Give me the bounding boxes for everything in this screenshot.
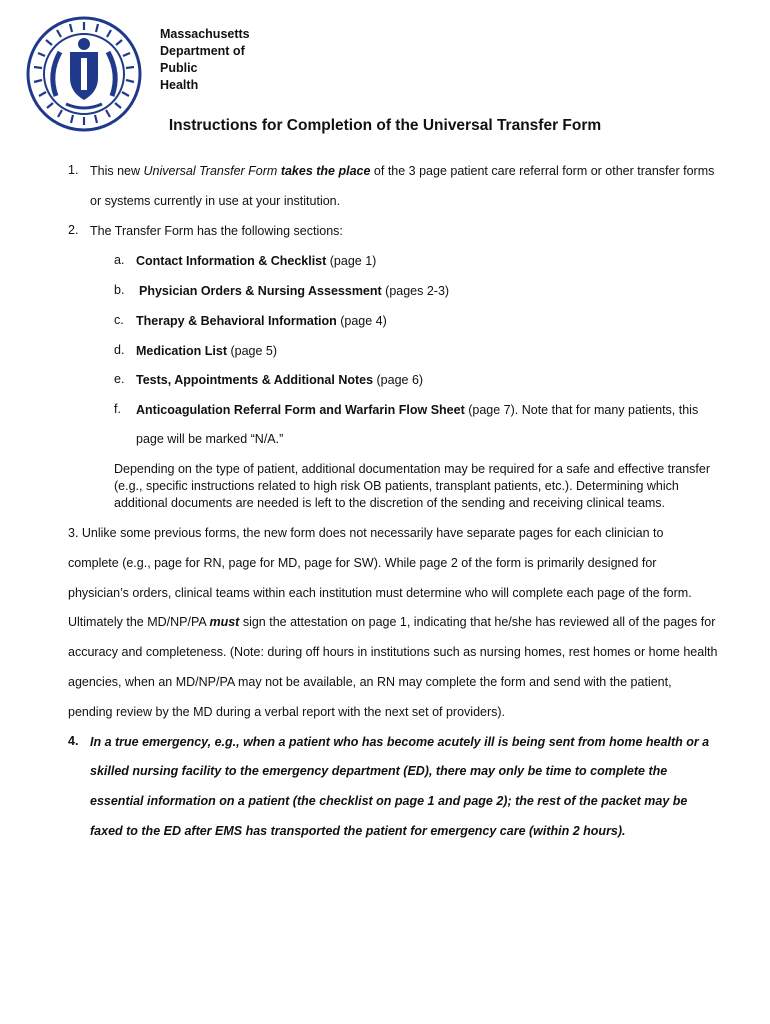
page-title: Instructions for Completion of the Universal Transfer Form (168, 117, 602, 134)
text-run: This new (90, 164, 144, 178)
item4-line: In a true emergency, e.g., when a patient who has become acutely ill is being sent from home health or a (90, 735, 710, 749)
section-pages: (page 4) (336, 314, 387, 328)
item3-line: 3. Unlike some previous forms, the new form does not necessarily have separate pages for each clinician to (68, 526, 664, 540)
note-line: (e.g., specific instructions related to high risk OB patients, transplant patients, etc.). Determining which (114, 479, 679, 493)
section-pages: (page 6) (373, 373, 424, 387)
dph-seal-icon (26, 16, 142, 132)
item3-line: accuracy and completeness. (Note: during off hours in institutions such as nursing homes, rest homes or home health (68, 645, 718, 659)
section-name: Physician Orders & Nursing Assessment (139, 284, 382, 298)
section-name: Therapy & Behavioral Information (136, 314, 337, 328)
item1-line1 (90, 163, 714, 179)
section-item (136, 343, 277, 359)
item1-line2: or systems currently in use at your institution. (90, 194, 341, 208)
section-item (136, 313, 387, 329)
item2-text: The Transfer Form has the following sections: (90, 224, 343, 238)
item4-line: essential information on a patient (the checklist on page 1 and page 2); the rest of the packet may be (90, 794, 688, 808)
item3-line (68, 614, 715, 630)
item-number: 4. (68, 734, 79, 748)
section-pages: (page 7). Note that for many patients, this (464, 403, 699, 417)
text-run: Ultimately the MD/NP/PA (68, 615, 210, 629)
section-item-continued: page will be marked “N/A.” (136, 432, 284, 446)
section-pages: (page 5) (226, 344, 278, 358)
item3-line: pending review by the MD during a verbal report with the next set of providers). (68, 705, 506, 719)
agency-line: Massachusetts (160, 27, 250, 41)
section-pages: (pages 2-3) (381, 284, 450, 298)
section-letter: d. (114, 343, 125, 357)
agency-line: Health (160, 78, 199, 92)
item3-line: physician’s orders, clinical teams within each institution must determine who will complete each page of the form. (68, 586, 692, 600)
section-letter: f. (114, 402, 121, 416)
note-line: additional documents are needed is left to the discretion of the sending and receiving clinical teams. (114, 496, 666, 510)
text-run: of the 3 page patient care referral form or other transfer forms (370, 164, 715, 178)
agency-line: Department of (160, 44, 245, 58)
section-item (136, 253, 376, 269)
note-line: Depending on the type of patient, additional documentation may be required for a safe and effective transfer (114, 462, 710, 476)
emphasis: takes the place (280, 164, 371, 178)
item4-line: faxed to the ED after EMS has transported the patient for emergency care (within 2 hours). (90, 824, 626, 838)
section-letter: e. (114, 372, 125, 386)
item3-line: complete (e.g., page for RN, page for MD, page for SW). While page 2 of the form is primarily designed for (68, 556, 657, 570)
item-number: 1. (68, 163, 79, 177)
emphasis: must (209, 615, 240, 629)
section-letter: c. (114, 313, 124, 327)
section-item (136, 372, 423, 388)
section-letter: b. (114, 283, 125, 297)
section-pages: (page 1) (326, 254, 377, 268)
section-letter: a. (114, 253, 125, 267)
agency-name (160, 26, 250, 94)
item3-line: agencies, when an MD/NP/PA may not be available, an RN may complete the form and send with the patient, (68, 675, 672, 689)
section-name: Contact Information & Checklist (136, 254, 327, 268)
section-item (139, 283, 449, 299)
section-name: Anticoagulation Referral Form and Warfarin Flow Sheet (136, 403, 465, 417)
section-item (136, 402, 698, 418)
form-name: Universal Transfer Form (143, 164, 278, 178)
section-name: Tests, Appointments & Additional Notes (136, 373, 374, 387)
item4-line: skilled nursing facility to the emergency department (ED), there may only be time to complete the (90, 764, 668, 778)
agency-line: Public (160, 61, 198, 75)
text-run: sign the attestation on page 1, indicating that he/she has reviewed all of the pages for (239, 615, 716, 629)
section-name: Medication List (136, 344, 227, 358)
item-number: 2. (68, 223, 79, 237)
